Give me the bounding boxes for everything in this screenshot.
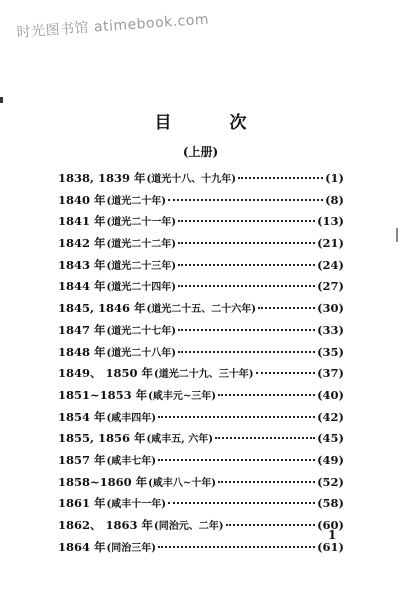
- toc-leader-dots: [238, 177, 323, 179]
- page-number: 1: [328, 528, 337, 542]
- volume-subtitle: (上册): [182, 145, 219, 159]
- toc-entry-era: (道光二十一年): [106, 217, 176, 229]
- toc-entry-page: (21): [317, 236, 344, 251]
- toc-entry-page: (37): [317, 366, 344, 381]
- toc-entry: [58, 300, 344, 322]
- toc-entry-era: (道光二十年): [106, 195, 166, 207]
- edge-mark-right: [396, 228, 398, 242]
- toc-entry: [58, 474, 344, 496]
- toc-entry-page: (13): [317, 214, 344, 229]
- toc-entry-era: (同治元、二年): [154, 521, 224, 532]
- toc-leader-dots: [258, 307, 315, 309]
- toc-entry: [58, 257, 344, 279]
- toc-entry-years: 1841 年: [58, 214, 106, 229]
- toc-leader-dots: [178, 285, 315, 287]
- toc-entry-page: (1): [325, 171, 344, 185]
- toc-entry-years: 1845, 1846 年: [58, 301, 146, 316]
- toc-entry-era: (道光二十五、二十六年): [146, 304, 256, 316]
- toc-entry-era: (道光二十九、三十年): [154, 369, 254, 381]
- toc-entry-years: 1861 年: [58, 496, 106, 511]
- toc-entry-years: 1855, 1856 年: [58, 431, 146, 446]
- table-of-contents: [58, 170, 344, 560]
- toc-entry-years: 1840 年: [58, 192, 106, 207]
- toc-entry-era: (道光二十二年): [106, 239, 176, 251]
- toc-leader-dots: [226, 524, 316, 526]
- toc-entry-page: (58): [317, 496, 344, 511]
- toc-entry-era: (同治三年): [106, 542, 156, 554]
- toc-entry: [58, 344, 344, 366]
- toc-entry-page: (24): [317, 257, 344, 272]
- toc-leader-dots: [158, 459, 315, 461]
- toc-entry-years: 1838, 1839 年: [58, 171, 146, 185]
- toc-entry-years: 1843 年: [58, 257, 106, 272]
- toc-entry: [58, 387, 344, 409]
- edge-mark-left: [0, 97, 3, 103]
- toc-entry-page: (60): [317, 518, 344, 532]
- toc-leader-dots: [178, 329, 315, 331]
- toc-entry: [58, 235, 344, 257]
- toc-entry: [58, 278, 344, 300]
- page-title: 目 次: [154, 113, 273, 133]
- toc-entry-page: (42): [317, 409, 344, 424]
- toc-entry-era: (咸丰七年): [106, 455, 156, 467]
- toc-leader-dots: [256, 372, 316, 374]
- toc-entry: [58, 517, 344, 539]
- toc-entry-years: 1862、 1863 年: [58, 518, 154, 532]
- toc-entry-era: (咸丰五, 六年): [146, 434, 213, 446]
- toc-entry-years: 1857 年: [58, 452, 106, 467]
- toc-entry: [58, 409, 344, 431]
- toc-entry-page: (40): [317, 387, 344, 402]
- toc-leader-dots: [218, 394, 315, 396]
- toc-entry-era: (道光二十四年): [106, 282, 176, 294]
- toc-entry-page: (49): [317, 452, 344, 467]
- toc-entry: [58, 192, 344, 214]
- watermark: 时光图书馆 atimebook.com: [16, 11, 210, 41]
- toc-entry-era: (道光二十八年): [106, 347, 176, 359]
- toc-entry-era: (咸丰八~十年): [148, 477, 216, 489]
- toc-entry-era: (咸丰元~三年): [148, 390, 216, 402]
- toc-leader-dots: [158, 416, 315, 418]
- toc-entry-era: (咸丰十一年): [106, 499, 166, 511]
- toc-entry: [58, 495, 344, 517]
- toc-entry-page: (27): [317, 279, 344, 294]
- toc-entry-era: (道光十八、十九年): [146, 174, 236, 185]
- toc-leader-dots: [178, 220, 315, 222]
- toc-entry-years: 1864 年: [58, 539, 106, 554]
- toc-entry-years: 1848 年: [58, 344, 106, 359]
- toc-entry-years: 1849、 1850 年: [58, 366, 154, 381]
- toc-entry: [58, 430, 344, 452]
- toc-entry: [58, 213, 344, 235]
- toc-entry-years: 1844 年: [58, 279, 106, 294]
- toc-leader-dots: [178, 351, 315, 353]
- toc-leader-dots: [168, 199, 323, 201]
- toc-entry-page: (52): [317, 474, 344, 489]
- toc-entry-page: (33): [317, 322, 344, 337]
- toc-leader-dots: [178, 242, 315, 244]
- toc-entry-era: (道光二十七年): [106, 325, 176, 337]
- toc-entry-era: (咸丰四年): [106, 412, 156, 424]
- toc-entry-years: 1847 年: [58, 322, 106, 337]
- toc-entry-years: 1854 年: [58, 409, 106, 424]
- toc-leader-dots: [168, 502, 315, 504]
- toc-entry-era: (道光二十三年): [106, 260, 176, 272]
- toc-entry-page: (35): [317, 344, 344, 359]
- toc-entry-page: (30): [317, 301, 344, 316]
- toc-leader-dots: [178, 264, 315, 266]
- toc-entry: [58, 365, 344, 387]
- toc-entry-years: 1851~1853 年: [58, 387, 148, 402]
- toc-leader-dots: [215, 437, 315, 439]
- toc-leader-dots: [218, 481, 315, 483]
- toc-entry-page: (61): [317, 539, 344, 554]
- toc-entry-years: 1842 年: [58, 236, 106, 251]
- toc-leader-dots: [158, 546, 315, 548]
- toc-entry: [58, 452, 344, 474]
- toc-entry-page: (8): [325, 192, 344, 207]
- toc-entry-page: (45): [317, 431, 344, 446]
- toc-entry-years: 1858~1860 年: [58, 474, 148, 489]
- toc-entry: [58, 170, 344, 192]
- toc-entry: [58, 322, 344, 344]
- toc-entry: [58, 539, 344, 561]
